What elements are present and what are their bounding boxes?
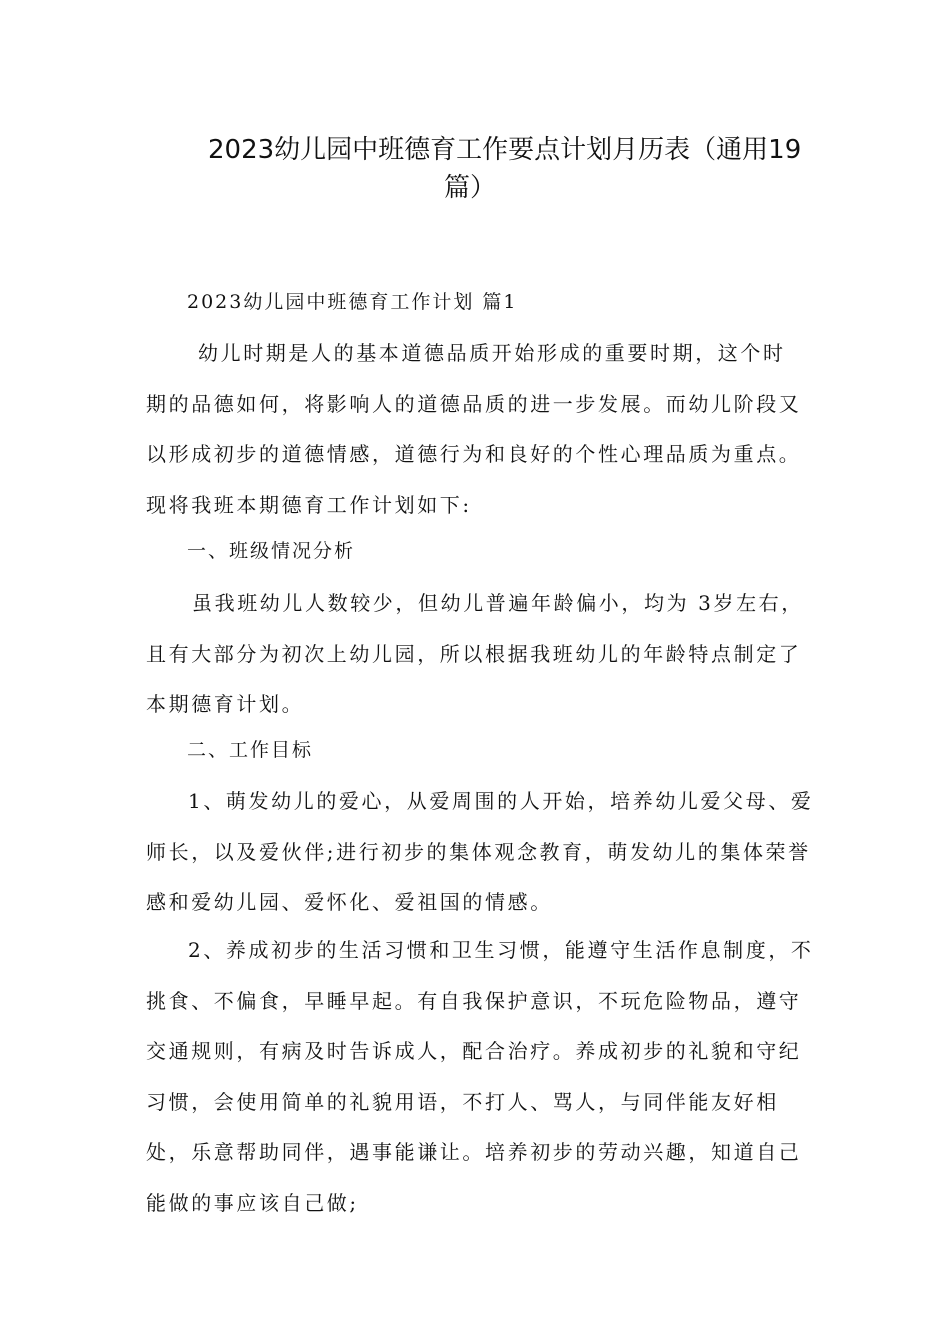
document-title-line-2: 篇） <box>443 173 496 203</box>
section-title: 2023幼儿园中班德育工作计划 篇1 <box>187 291 518 313</box>
paragraph-1-line: 期的品德如何，将影响人的道德品质的进一步发展。而幼儿阶段又 <box>146 391 802 416</box>
paragraph-3-line: 感和爱幼儿园、爱怀化、爱祖国的情感。 <box>146 890 553 914</box>
paragraph-2-line: 虽我班幼儿人数较少，但幼儿普遍年龄偏小，均为 3岁左右， <box>192 591 804 615</box>
paragraph-2 <box>146 578 806 730</box>
paragraph-1 <box>146 328 806 530</box>
paragraph-4-line: 习惯，会使用简单的礼貌用语，不打人、骂人，与同伴能友好相 <box>146 1089 779 1114</box>
paragraph-4-line: 交通规则，有病及时告诉成人，配合治疗。养成初步的礼貌和守纪 <box>146 1039 802 1063</box>
document-title-line-1: 2023幼儿园中班德育工作要点计划月历表（通用19 <box>208 135 802 165</box>
paragraph-3-line: 师长，以及爱伙伴;进行初步的集体观念教育，萌发幼儿的集体荣誉 <box>146 839 811 864</box>
paragraph-4-line: 能做的事应该自己做; <box>146 1190 359 1215</box>
paragraph-2-line: 且有大部分为初次上幼儿园，所以根据我班幼儿的年龄特点制定了 <box>146 641 802 666</box>
heading-work-goals: 二、工作目标 <box>187 739 314 761</box>
paragraph-1-line: 现将我班本期德育工作计划如下: <box>146 492 472 517</box>
paragraph-1-line: 以形成初步的道德情感，道德行为和良好的个性心理品质为重点。 <box>146 442 802 466</box>
heading-class-analysis: 一、班级情况分析 <box>187 540 356 562</box>
paragraph-3 <box>146 776 814 928</box>
paragraph-4 <box>146 925 814 1228</box>
paragraph-4-line: 2、养成初步的生活习惯和卫生习惯，能遵守生活作息制度，不 <box>188 938 814 962</box>
paragraph-4-line: 处，乐意帮助同伴，遇事能谦让。培养初步的劳动兴趣，知道自己 <box>146 1140 802 1164</box>
paragraph-2-line: 本期德育计划。 <box>146 692 305 716</box>
paragraph-4-line: 挑食、不偏食，早睡早起。有自我保护意识，不玩危险物品，遵守 <box>146 988 802 1013</box>
paragraph-1-line: 幼儿时期是人的基本道德品质开始形成的重要时期，这个时 <box>198 341 786 365</box>
paragraph-3-line: 1、萌发幼儿的爱心，从爱周围的人开始，培养幼儿爱父母、爱 <box>188 789 814 813</box>
